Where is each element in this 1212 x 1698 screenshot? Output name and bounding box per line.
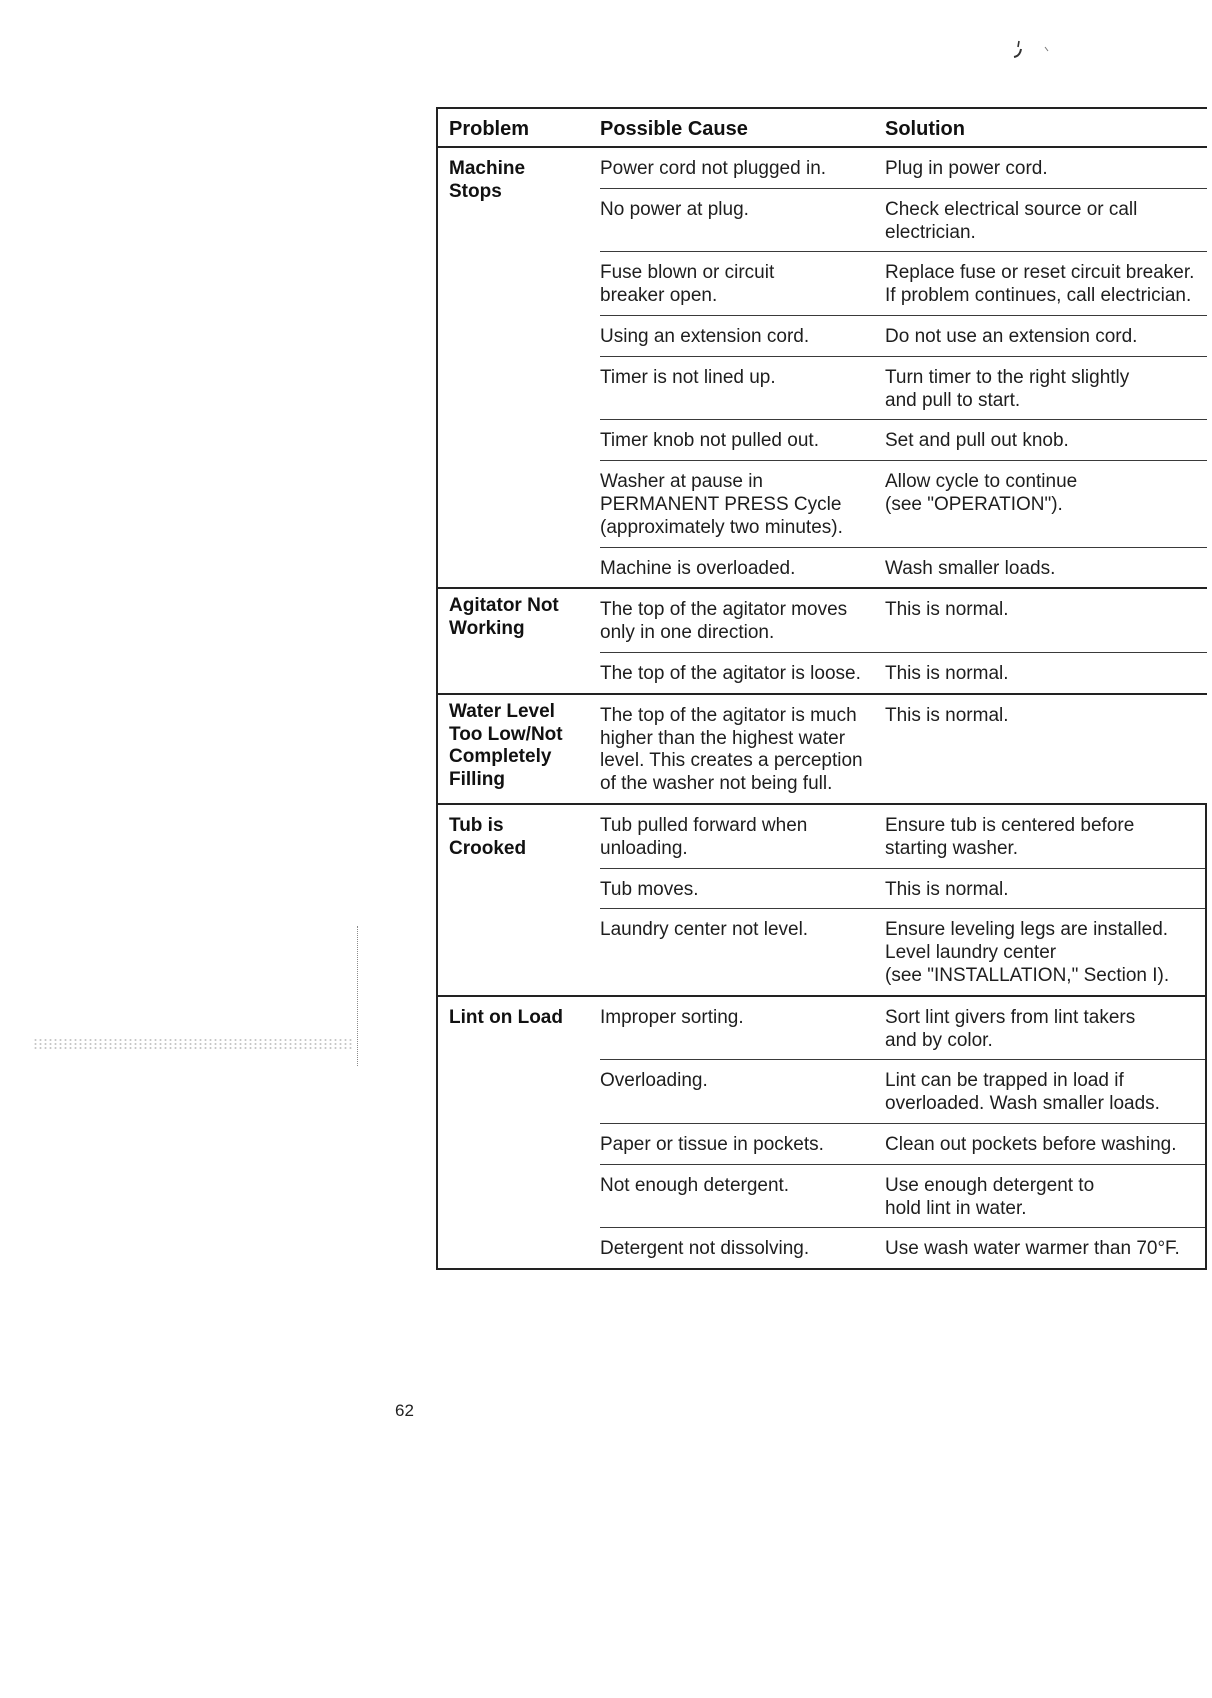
table-row	[600, 316, 1207, 357]
solution-cell: Ensure tub is centered before starting washer.	[885, 814, 1135, 859]
table-row	[600, 909, 1205, 994]
solution-cell: Lint can be trapped in load if overloaded. Wash smaller loads.	[885, 1070, 1160, 1115]
solution-cell: Clean out pockets before washing.	[885, 1133, 1177, 1155]
cause-cell: Fuse blown or circuit breaker open.	[600, 262, 775, 307]
solution-cell: Check electrical source or call electrician.	[885, 198, 1138, 243]
table-row	[600, 653, 1207, 693]
page-number: 62	[395, 1401, 414, 1420]
cause-cell: The top of the agitator moves only in one direction.	[600, 599, 848, 644]
solution-cell: Do not use an extension cord.	[885, 325, 1138, 347]
problem-group-lint-on-load	[438, 997, 1207, 1270]
solution-cell: Set and pull out knob.	[885, 430, 1069, 452]
solution-cell: Allow cycle to continue (see "OPERATION").	[885, 471, 1078, 515]
table-row	[600, 805, 1205, 869]
cause-cell: Timer is not lined up.	[600, 366, 776, 388]
solution-cell: Ensure leveling legs are installed. Level laundry center (see "INSTALLATION," Section I).	[885, 919, 1170, 986]
table-row	[600, 420, 1207, 461]
table-row	[600, 189, 1207, 253]
cause-cell: Tub moves.	[600, 878, 699, 900]
table-row	[600, 357, 1207, 421]
problem-label: Lint on Load	[449, 1006, 563, 1028]
table-row	[600, 461, 1207, 547]
solution-cell: This is normal.	[885, 599, 1009, 621]
solution-cell: Wash smaller loads.	[885, 557, 1056, 579]
problem-group-agitator-not-working	[438, 589, 1207, 694]
scan-dotted-line	[357, 926, 358, 1066]
cause-cell: The top of the agitator is loose.	[600, 662, 861, 684]
cause-cell: No power at plug.	[600, 198, 749, 220]
troubleshooting-table	[436, 107, 1207, 1270]
problem-label: Water Level Too Low/Not Completely Filling	[449, 700, 563, 791]
cause-cell: The top of the agitator is much higher than the highest water level. This creates a perception of the washer not being full.	[600, 704, 863, 795]
cause-cell: Washer at pause in PERMANENT PRESS Cycle (approximately two minutes).	[600, 471, 843, 538]
problem-label: Tub is Crooked	[449, 814, 527, 859]
cause-cell: Paper or tissue in pockets.	[600, 1133, 824, 1155]
table-row	[600, 1228, 1205, 1268]
cause-solution-rows	[600, 148, 1207, 587]
cause-solution-rows	[600, 695, 1207, 803]
solution-cell: Plug in power cord.	[885, 158, 1048, 179]
problem-label: Machine Stops	[449, 158, 526, 202]
cause-cell: Tub pulled forward when unloading.	[600, 814, 808, 859]
cause-cell: Using an extension cord.	[600, 325, 810, 347]
table-header	[438, 107, 1207, 148]
problem-label: Agitator Not Working	[449, 595, 559, 640]
cause-cell: Overloading.	[600, 1070, 708, 1092]
cause-cell: Not enough detergent.	[600, 1174, 790, 1196]
header-problem: Problem	[449, 118, 530, 140]
cause-solution-rows	[600, 805, 1205, 995]
scan-mark-icon	[1008, 38, 1056, 64]
solution-cell: Replace fuse or reset circuit breaker. If problem continues, call electrician.	[885, 262, 1195, 307]
cause-cell: Machine is overloaded.	[600, 557, 796, 579]
cause-solution-rows	[600, 997, 1205, 1268]
table-row	[600, 997, 1205, 1061]
problem-group-tub-is-crooked	[438, 805, 1207, 997]
cause-solution-rows	[600, 589, 1207, 692]
cause-cell: Improper sorting.	[600, 1006, 744, 1028]
solution-cell: This is normal.	[885, 878, 1009, 900]
table-row	[600, 548, 1207, 588]
scan-noise-band	[33, 1038, 353, 1050]
table-row	[600, 695, 1207, 803]
cause-cell: Timer knob not pulled out.	[600, 430, 819, 452]
table-row	[600, 148, 1207, 189]
header-possible-cause: Possible Cause	[600, 118, 748, 140]
table-row	[600, 1165, 1205, 1229]
problem-group-machine-stops	[438, 148, 1207, 589]
table-row	[600, 1060, 1205, 1124]
solution-cell: Sort lint givers from lint takers and by color.	[885, 1006, 1136, 1051]
solution-cell: Use wash water warmer than 70°F.	[885, 1238, 1180, 1260]
solution-cell: Use enough detergent to hold lint in water.	[885, 1174, 1095, 1219]
cause-cell: Laundry center not level.	[600, 919, 809, 941]
cause-cell: Power cord not plugged in.	[600, 158, 827, 179]
problem-group-water-level	[438, 695, 1207, 805]
table-row	[600, 589, 1207, 653]
cause-cell: Detergent not dissolving.	[600, 1238, 810, 1260]
header-solution: Solution	[885, 118, 965, 140]
table-row	[600, 1124, 1205, 1165]
solution-cell: This is normal.	[885, 662, 1009, 684]
solution-cell: This is normal.	[885, 704, 1009, 726]
table-row	[600, 869, 1205, 910]
table-row	[600, 252, 1207, 316]
solution-cell: Turn timer to the right slightly and pull to start.	[885, 366, 1130, 411]
